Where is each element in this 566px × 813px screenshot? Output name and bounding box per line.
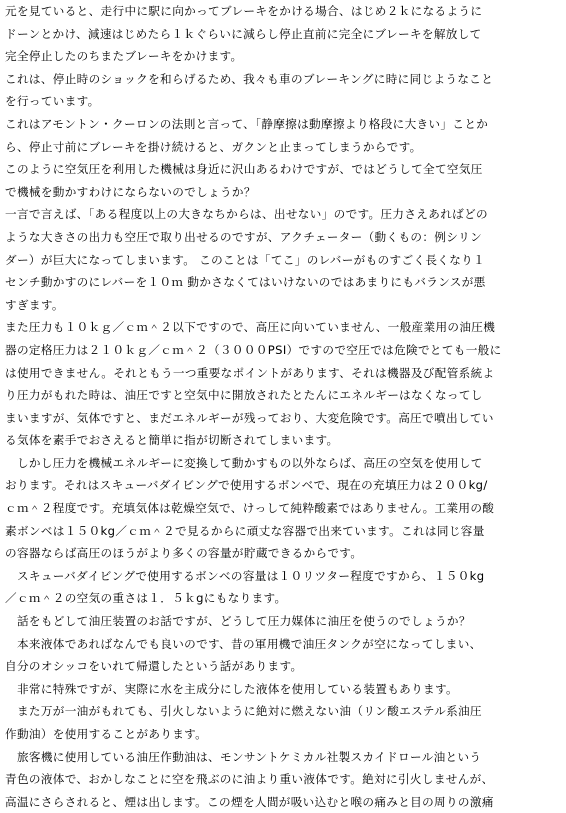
text-line: を行っています。 [5,94,100,109]
text-line: おります。それはスキューバダイビングで使用するボンベで、現在の充填圧力は２００kg/ [5,478,488,493]
text-line: また万が一油がもれても、引火しないように絶対に燃えない油（リン酸エステル系油圧 [5,704,482,719]
text-line: このように空気圧を利用した機械は身近に沢山あるわけですが、ではどうして全て空気圧 [5,162,483,177]
text-line: すぎます。 [5,297,64,312]
text-line: 非常に特殊ですが、実際に水を主成分にした液体を使用している装置もあります。 [5,681,458,696]
text-line: これは、停止時のショックを和らげるため、我々も車のブレーキングに時に同じようなこと [5,71,494,86]
text-line: まいますが、気体ですと、まだエネルギーが残っており、大変危険です。高圧で噴出してい [5,410,494,425]
text-line: る気体を素手でおさえると簡単に指が切断されてしまいます。 [5,433,339,448]
text-line: 素ボンベは１５０kg／ｃｍ＾２で見るからに頑丈な容器で出来ています。これは同じ容量 [5,523,485,538]
document-body [5,0,562,813]
text-line: で機械を動かすわけにならないのでしょうか？ [5,184,256,199]
text-line: 旅客機に使用している油圧作動油は、モンサントケミカル社製スカイドロール油という [5,749,482,764]
text-line: 自分のオシッコをいれて帰還したという話があります。 [5,659,303,674]
text-line: 青色の液体で、おかしなことに空を飛ぶのに油より重い液体です。絶対に引火しませんが、 [5,772,494,787]
text-line: 作動油）を使用することがあります。 [5,727,208,741]
text-line: は使用できません。それともう一つ重要なポイントがあります、それは機器及び配管系統よ [5,365,495,380]
text-line: り圧力がもれた時は、油圧ですと空気中に開放されたとたんにエネルギーはなくなってし [5,388,483,403]
text-line: の容器ならば高圧のほうがより多くの容量が貯蔵できるからです。 [5,546,363,561]
text-line: 器の定格圧力は２１０ｋｇ／ｃｍ＾２（３０００PSI）ですので空圧では危険でとても一般に [5,342,502,357]
text-line: 本来液体であればなんでも良いのです、昔の軍用機で油圧タンクが空になってしまい、 [5,636,482,651]
text-line: 完全停止したのちまたブレーキをかけます。 [5,49,243,64]
text-line: 話をもどして油圧装置のお話ですが、どうして圧力媒体に油圧を使うのでしょうか？ [5,614,471,629]
text-line: ｃｍ＾２程度です。充填気体は乾燥空気で、けっして純粋酸素ではありません。工業用の酸 [5,501,495,516]
text-line: ドーンとかけ、減速はじめたら１ｋぐらいに減らし停止直前に完全にブレーキを解放して [5,26,482,41]
text-line: また圧力も１０ｋｇ／ｃｍ＾２以下ですので、高圧に向いていません、一般産業用の油圧機 [5,320,496,335]
text-line: スキューバダイビングで使用するボンベの容量は１０リツター程度ですから、１５０kg [5,568,485,583]
text-line: センチ動かすのにレバーを１０ｍ 動かさなくてはいけないのではあまりにもバランスが悪 [5,275,486,290]
text-line: ダー）が巨大になってしまいます。 このことは「てこ」のレバーがものすごく長くなり１ [5,252,486,267]
text-line: ら、停止寸前にブレーキを掛け続けると、ガクンと止まってしまうからです。 [5,139,422,154]
text-line: 一言で言えば、「ある程度以上の大きなちからは、出せない」のです。圧力さえあればどの [5,207,488,222]
text-line: ／ｃｍ＾２の空気の重さは１．５ｋgにもなります。 [5,591,287,606]
text-line: ような大きさの出力も空圧で取り出せるのですが、アクチェーター（動くもの：例シリン [5,229,483,244]
text-line: 高温にさらされると、煙は出します。この煙を人間が吸い込むと喉の痛みと目の周りの激痛 [5,794,494,809]
text-line: 元を見ていると、走行中に駅に向かってブレーキをかける場合、はじめ２ｋになるように [5,4,483,18]
text-line: これはアモントン・クーロンの法則と言って、「静摩擦は動摩擦より格段に大きい」ことか [5,116,489,131]
text-line: しかし圧力を機械エネルギーに変換して動かすもの以外ならば、高圧の空気を使用して [5,455,483,470]
